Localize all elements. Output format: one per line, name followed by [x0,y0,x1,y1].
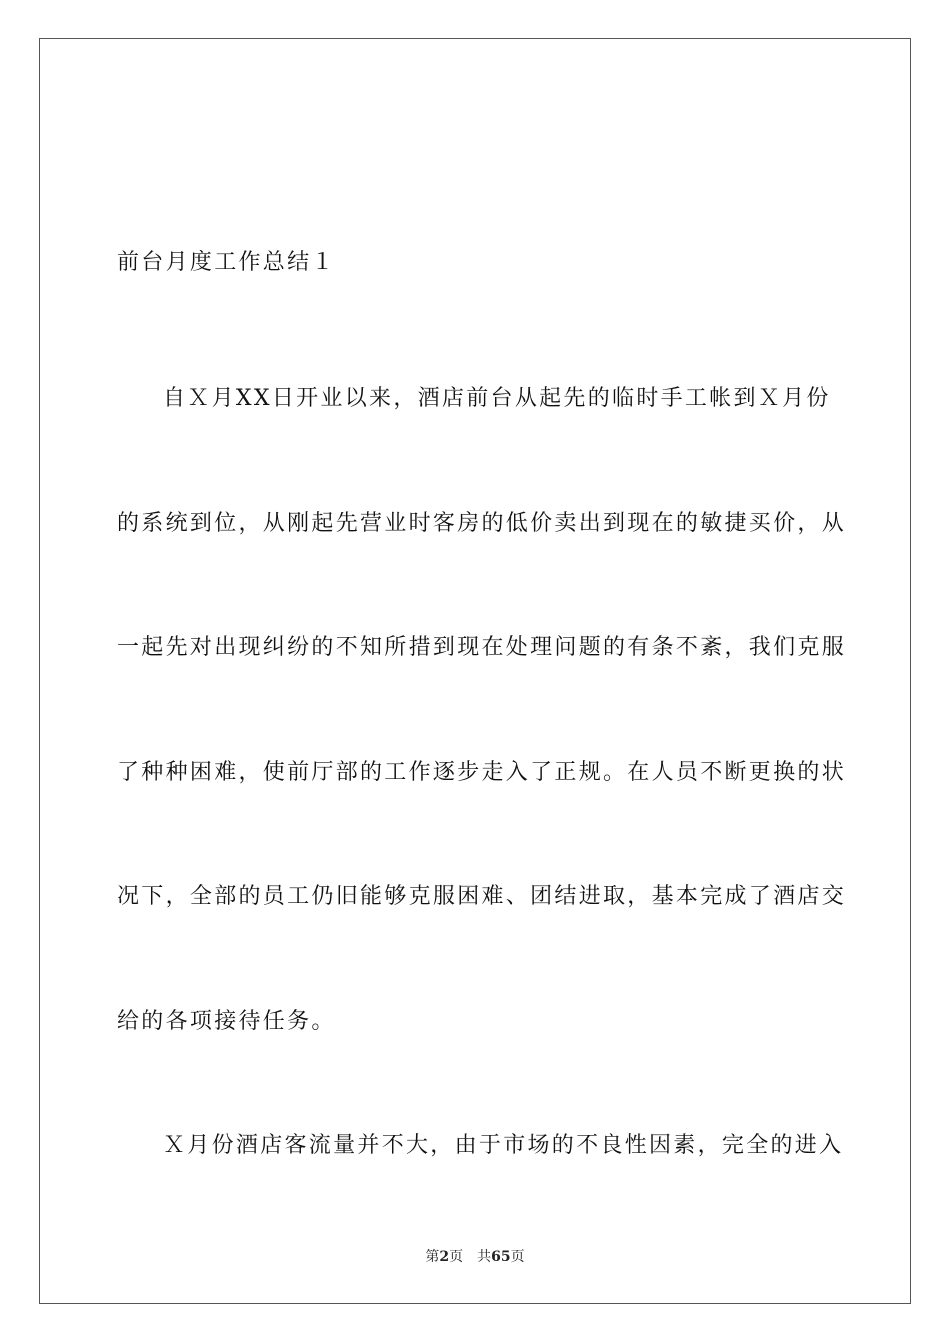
page-footer [0,1248,950,1266]
paragraph-line: 了种种困难，使前厅部的工作逐步走入了正规。在人员不断更换的状 [117,760,847,785]
total-suffix: 页 [510,1249,525,1265]
document-heading: 前台月度工作总结１ [117,250,336,275]
paragraph-line: Ｘ月份酒店客流量并不大，由于市场的不良性因素，完全的进入 [163,1133,844,1158]
paragraph-line: 的系统到位，从刚起先营业时客房的低价卖出到现在的敏捷买价，从 [117,511,847,536]
page-suffix: 页 [449,1249,464,1265]
page-prefix: 第 [425,1249,440,1265]
total-prefix: 共 [477,1249,492,1265]
paragraph-line: 自Ｘ月XX日开业以来，酒店前台从起先的临时手工帐到Ｘ月份 [163,386,831,411]
page-number: 2 [439,1249,450,1265]
paragraph-line: 况下，全部的员工仍旧能够克服困难、团结进取，基本完成了酒店交 [117,884,847,909]
paragraph-line: 给的各项接待任务。 [117,1009,336,1034]
total-pages: 65 [491,1249,511,1265]
page-border [39,38,911,1304]
paragraph-line: 一起先对出现纠纷的不知所措到现在处理问题的有条不紊，我们克服 [117,635,847,660]
